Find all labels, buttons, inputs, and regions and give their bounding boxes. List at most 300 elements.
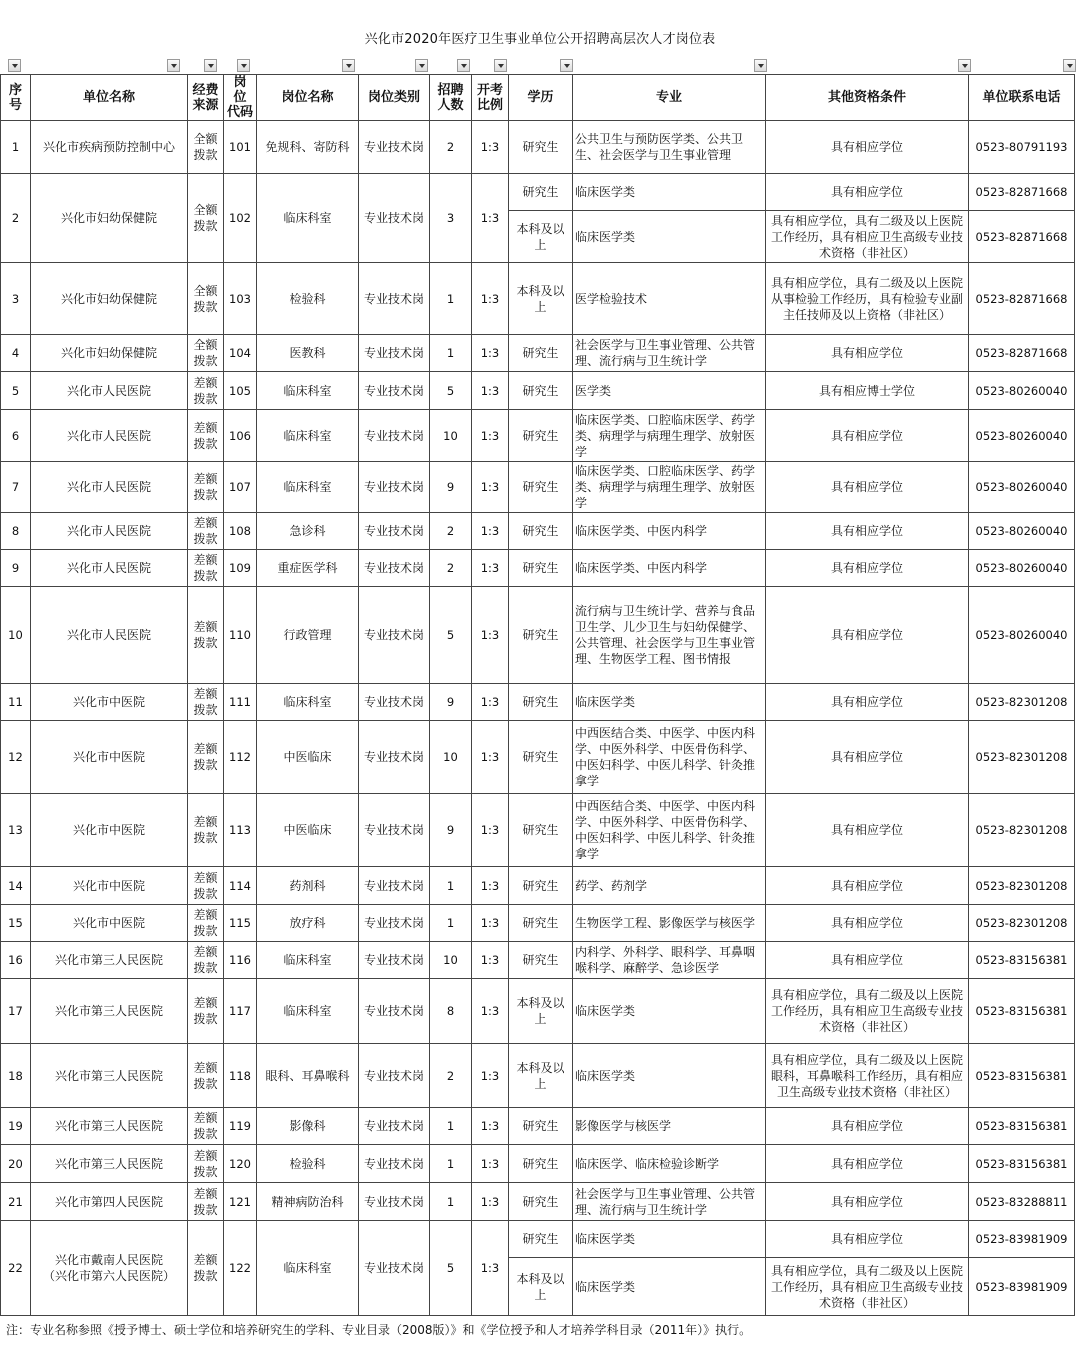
table-row	[1, 513, 1075, 550]
filter-dropdown-icon[interactable]	[237, 59, 250, 72]
table-row	[1, 721, 1075, 794]
post-code: 108	[224, 513, 257, 550]
filter-dropdown-icon[interactable]	[457, 59, 470, 72]
major: 临床医学类、中医内科学	[573, 550, 766, 587]
filter-dropdown-icon[interactable]	[560, 59, 573, 72]
post-code: 120	[224, 1145, 257, 1183]
education: 研究生	[509, 174, 573, 211]
contact-phone: 0523-83156381	[969, 942, 1075, 979]
contact-phone: 0523-82871668	[969, 335, 1075, 372]
row-number: 11	[1, 684, 31, 721]
exam-ratio: 1:3	[472, 550, 509, 587]
education: 研究生	[509, 1183, 573, 1221]
post-category: 专业技术岗	[359, 587, 430, 684]
positions-table	[0, 74, 1075, 1316]
post-code: 101	[224, 121, 257, 174]
hire-count: 3	[430, 174, 472, 263]
other-requirements: 具有相应学位，具有二级及以上医院眼科，耳鼻喉科工作经历，具有相应卫生高级专业技术资格（非社区）	[766, 1044, 969, 1108]
hire-count: 8	[430, 979, 472, 1044]
funding-source: 差额 拨款	[188, 1108, 224, 1145]
other-requirements: 具有相应学位	[766, 684, 969, 721]
unit-name: 兴化市第三人民医院	[31, 1145, 188, 1183]
unit-name: 兴化市第三人民医院	[31, 1044, 188, 1108]
contact-phone: 0523-82301208	[969, 867, 1075, 905]
other-requirements: 具有相应学位	[766, 174, 969, 211]
contact-phone: 0523-83156381	[969, 979, 1075, 1044]
row-number: 5	[1, 372, 31, 410]
major: 公共卫生与预防医学类、公共卫生、社会医学与卫生事业管理	[573, 121, 766, 174]
post-name: 医教科	[257, 335, 359, 372]
education: 研究生	[509, 684, 573, 721]
column-header: 专业	[573, 75, 766, 121]
column-header: 岗 位 代码	[224, 75, 257, 121]
filter-dropdown-icon[interactable]	[167, 59, 180, 72]
funding-source: 差额 拨款	[188, 942, 224, 979]
post-name: 重症医学科	[257, 550, 359, 587]
post-code: 122	[224, 1221, 257, 1316]
other-requirements: 具有相应学位	[766, 410, 969, 462]
filter-dropdown-icon[interactable]	[8, 59, 21, 72]
exam-ratio: 1:3	[472, 794, 509, 867]
hire-count: 5	[430, 1221, 472, 1316]
post-name: 中医临床	[257, 721, 359, 794]
education: 研究生	[509, 335, 573, 372]
unit-name: 兴化市中医院	[31, 684, 188, 721]
post-name: 免规科、寄防科	[257, 121, 359, 174]
other-requirements: 具有相应学位	[766, 335, 969, 372]
unit-name: 兴化市第三人民医院	[31, 1108, 188, 1145]
major: 临床医学类	[573, 174, 766, 211]
major: 临床医学类	[573, 1044, 766, 1108]
column-header: 招聘 人数	[430, 75, 472, 121]
exam-ratio: 1:3	[472, 684, 509, 721]
major: 临床医学类	[573, 979, 766, 1044]
post-category: 专业技术岗	[359, 174, 430, 263]
other-requirements: 具有相应学位	[766, 462, 969, 513]
hire-count: 9	[430, 794, 472, 867]
contact-phone: 0523-83981909	[969, 1258, 1075, 1316]
row-number: 10	[1, 587, 31, 684]
unit-name: 兴化市妇幼保健院	[31, 335, 188, 372]
exam-ratio: 1:3	[472, 121, 509, 174]
funding-source: 全额 拨款	[188, 174, 224, 263]
major: 社会医学与卫生事业管理、公共管理、流行病与卫生统计学	[573, 1183, 766, 1221]
unit-name: 兴化市中医院	[31, 905, 188, 942]
table-row	[1, 335, 1075, 372]
funding-source: 差额 拨款	[188, 550, 224, 587]
post-name: 急诊科	[257, 513, 359, 550]
exam-ratio: 1:3	[472, 462, 509, 513]
funding-source: 差额 拨款	[188, 979, 224, 1044]
funding-source: 差额 拨款	[188, 513, 224, 550]
education: 研究生	[509, 942, 573, 979]
exam-ratio: 1:3	[472, 979, 509, 1044]
post-name: 行政管理	[257, 587, 359, 684]
hire-count: 2	[430, 121, 472, 174]
unit-name: 兴化市中医院	[31, 867, 188, 905]
contact-phone: 0523-83288811	[969, 1183, 1075, 1221]
contact-phone: 0523-82301208	[969, 721, 1075, 794]
unit-name: 兴化市人民医院	[31, 513, 188, 550]
table-row	[1, 462, 1075, 513]
exam-ratio: 1:3	[472, 372, 509, 410]
table-body	[1, 121, 1075, 1316]
table-header	[1, 75, 1075, 121]
post-code: 106	[224, 410, 257, 462]
funding-source: 差额 拨款	[188, 905, 224, 942]
hire-count: 9	[430, 462, 472, 513]
table-row	[1, 1183, 1075, 1221]
filter-dropdown-icon[interactable]	[958, 59, 971, 72]
exam-ratio: 1:3	[472, 1108, 509, 1145]
exam-ratio: 1:3	[472, 1145, 509, 1183]
row-number: 22	[1, 1221, 31, 1316]
other-requirements: 具有相应学位	[766, 1108, 969, 1145]
hire-count: 1	[430, 1183, 472, 1221]
funding-source: 全额 拨款	[188, 263, 224, 335]
exam-ratio: 1:3	[472, 867, 509, 905]
contact-phone: 0523-82301208	[969, 905, 1075, 942]
hire-count: 2	[430, 550, 472, 587]
column-header: 单位联系电话	[969, 75, 1075, 121]
row-number: 17	[1, 979, 31, 1044]
other-requirements: 具有相应学位，具有二级及以上医院从事检验工作经历，具有检验专业副主任技师及以上资格（非社区）	[766, 263, 969, 335]
post-category: 专业技术岗	[359, 1044, 430, 1108]
other-requirements: 具有相应学位	[766, 942, 969, 979]
contact-phone: 0523-80260040	[969, 587, 1075, 684]
table-row	[1, 410, 1075, 462]
funding-source: 差额 拨款	[188, 721, 224, 794]
education: 研究生	[509, 410, 573, 462]
funding-source: 差额 拨款	[188, 1221, 224, 1316]
post-name: 影像科	[257, 1108, 359, 1145]
table-row	[1, 794, 1075, 867]
major: 生物医学工程、影像医学与核医学	[573, 905, 766, 942]
hire-count: 1	[430, 335, 472, 372]
funding-source: 差额 拨款	[188, 794, 224, 867]
post-name: 临床科室	[257, 174, 359, 263]
major: 临床医学类、口腔临床医学、药学类、病理学与病理生理学、放射医学	[573, 462, 766, 513]
post-category: 专业技术岗	[359, 550, 430, 587]
post-category: 专业技术岗	[359, 794, 430, 867]
unit-name: 兴化市中医院	[31, 721, 188, 794]
column-header: 学历	[509, 75, 573, 121]
other-requirements: 具有相应学位	[766, 121, 969, 174]
funding-source: 差额 拨款	[188, 1145, 224, 1183]
major: 临床医学类	[573, 211, 766, 263]
row-number: 7	[1, 462, 31, 513]
contact-phone: 0523-80260040	[969, 372, 1075, 410]
other-requirements: 具有相应学位	[766, 721, 969, 794]
row-number: 6	[1, 410, 31, 462]
contact-phone: 0523-80260040	[969, 513, 1075, 550]
unit-name: 兴化市人民医院	[31, 550, 188, 587]
exam-ratio: 1:3	[472, 1044, 509, 1108]
post-category: 专业技术岗	[359, 905, 430, 942]
post-code: 104	[224, 335, 257, 372]
post-name: 放疗科	[257, 905, 359, 942]
funding-source: 差额 拨款	[188, 1183, 224, 1221]
contact-phone: 0523-80791193	[969, 121, 1075, 174]
post-code: 117	[224, 979, 257, 1044]
hire-count: 10	[430, 410, 472, 462]
page-title: 兴化市2020年医疗卫生事业单位公开招聘高层次人才岗位表	[364, 32, 716, 47]
post-name: 检验科	[257, 1145, 359, 1183]
post-code: 107	[224, 462, 257, 513]
major: 药学、药剂学	[573, 867, 766, 905]
filter-dropdown-icon[interactable]	[1063, 59, 1076, 72]
exam-ratio: 1:3	[472, 174, 509, 263]
unit-name: 兴化市人民医院	[31, 410, 188, 462]
major: 中西医结合类、中医学、中医内科学、中医外科学、中医骨伤科学、中医妇科学、中医儿科学、针灸推拿学	[573, 721, 766, 794]
other-requirements: 具有相应学位，具有二级及以上医院工作经历，具有相应卫生高级专业技术资格（非社区）	[766, 211, 969, 263]
major: 临床医学类、口腔临床医学、药学类、病理学与病理生理学、放射医学	[573, 410, 766, 462]
post-category: 专业技术岗	[359, 1221, 430, 1316]
column-header: 开考 比例	[472, 75, 509, 121]
post-category: 专业技术岗	[359, 513, 430, 550]
major: 临床医学、临床检验诊断学	[573, 1145, 766, 1183]
table-row	[1, 372, 1075, 410]
post-code: 105	[224, 372, 257, 410]
row-number: 8	[1, 513, 31, 550]
unit-name: 兴化市第三人民医院	[31, 942, 188, 979]
row-number: 15	[1, 905, 31, 942]
filter-dropdown-icon[interactable]	[342, 59, 355, 72]
hire-count: 10	[430, 721, 472, 794]
funding-source: 差额 拨款	[188, 684, 224, 721]
exam-ratio: 1:3	[472, 1221, 509, 1316]
column-header: 岗位名称	[257, 75, 359, 121]
post-category: 专业技术岗	[359, 1108, 430, 1145]
table-row	[1, 550, 1075, 587]
row-number: 1	[1, 121, 31, 174]
contact-phone: 0523-83156381	[969, 1145, 1075, 1183]
education: 研究生	[509, 867, 573, 905]
major: 临床医学类	[573, 1258, 766, 1316]
post-code: 112	[224, 721, 257, 794]
education: 研究生	[509, 372, 573, 410]
hire-count: 1	[430, 1108, 472, 1145]
filter-row	[0, 58, 1080, 74]
contact-phone: 0523-80260040	[969, 550, 1075, 587]
row-number: 21	[1, 1183, 31, 1221]
post-category: 专业技术岗	[359, 121, 430, 174]
contact-phone: 0523-83156381	[969, 1044, 1075, 1108]
post-category: 专业技术岗	[359, 462, 430, 513]
post-category: 专业技术岗	[359, 867, 430, 905]
major: 社会医学与卫生事业管理、公共管理、流行病与卫生统计学	[573, 335, 766, 372]
unit-name: 兴化市第四人民医院	[31, 1183, 188, 1221]
post-category: 专业技术岗	[359, 335, 430, 372]
post-name: 精神病防治科	[257, 1183, 359, 1221]
contact-phone: 0523-82871668	[969, 174, 1075, 211]
post-category: 专业技术岗	[359, 372, 430, 410]
post-name: 临床科室	[257, 462, 359, 513]
row-number: 9	[1, 550, 31, 587]
hire-count: 10	[430, 942, 472, 979]
filter-dropdown-icon[interactable]	[415, 59, 428, 72]
funding-source: 全额 拨款	[188, 121, 224, 174]
major: 医学检验技术	[573, 263, 766, 335]
other-requirements: 具有相应学位	[766, 1183, 969, 1221]
post-code: 113	[224, 794, 257, 867]
education: 本科及以上	[509, 979, 573, 1044]
funding-source: 差额 拨款	[188, 587, 224, 684]
exam-ratio: 1:3	[472, 410, 509, 462]
major: 临床医学类	[573, 1221, 766, 1258]
post-name: 临床科室	[257, 1221, 359, 1316]
unit-name: 兴化市人民医院	[31, 587, 188, 684]
column-header: 单位名称	[31, 75, 188, 121]
row-number: 3	[1, 263, 31, 335]
post-name: 药剂科	[257, 867, 359, 905]
post-name: 临床科室	[257, 410, 359, 462]
funding-source: 差额 拨款	[188, 410, 224, 462]
funding-source: 差额 拨款	[188, 867, 224, 905]
funding-source: 全额 拨款	[188, 335, 224, 372]
post-name: 临床科室	[257, 942, 359, 979]
contact-phone: 0523-82301208	[969, 684, 1075, 721]
post-code: 109	[224, 550, 257, 587]
education: 研究生	[509, 513, 573, 550]
other-requirements: 具有相应学位	[766, 794, 969, 867]
hire-count: 5	[430, 372, 472, 410]
post-category: 专业技术岗	[359, 979, 430, 1044]
post-code: 119	[224, 1108, 257, 1145]
filter-dropdown-icon[interactable]	[204, 59, 217, 72]
row-number: 4	[1, 335, 31, 372]
post-name: 临床科室	[257, 372, 359, 410]
exam-ratio: 1:3	[472, 587, 509, 684]
education: 研究生	[509, 462, 573, 513]
major: 内科学、外科学、眼科学、耳鼻咽喉科学、麻醉学、急诊医学	[573, 942, 766, 979]
post-code: 114	[224, 867, 257, 905]
unit-name: 兴化市疾病预防控制中心	[31, 121, 188, 174]
education: 研究生	[509, 121, 573, 174]
other-requirements: 具有相应学位	[766, 513, 969, 550]
education: 本科及以上	[509, 1258, 573, 1316]
table-row	[1, 121, 1075, 174]
contact-phone: 0523-80260040	[969, 410, 1075, 462]
exam-ratio: 1:3	[472, 905, 509, 942]
exam-ratio: 1:3	[472, 721, 509, 794]
education: 本科及以上	[509, 211, 573, 263]
funding-source: 差额 拨款	[188, 462, 224, 513]
filter-dropdown-icon[interactable]	[494, 59, 507, 72]
major: 流行病与卫生统计学、营养与食品卫生学、儿少卫生与妇幼保健学、公共管理、社会医学与卫生事业管理、生物医学工程、图书情报	[573, 587, 766, 684]
footnote: 注：专业名称参照《授予博士、硕士学位和培养研究生的学科、专业目录（2008版）》和《学位授予和人才培养学科目录（2011年）》执行。	[6, 1323, 752, 1337]
hire-count: 2	[430, 1044, 472, 1108]
hire-count: 1	[430, 867, 472, 905]
contact-phone: 0523-80260040	[969, 462, 1075, 513]
hire-count: 5	[430, 587, 472, 684]
table-row	[1, 942, 1075, 979]
education: 本科及以上	[509, 1044, 573, 1108]
exam-ratio: 1:3	[472, 263, 509, 335]
post-name: 眼科、耳鼻喉科	[257, 1044, 359, 1108]
unit-name: 兴化市妇幼保健院	[31, 263, 188, 335]
table-row	[1, 263, 1075, 335]
education: 研究生	[509, 587, 573, 684]
exam-ratio: 1:3	[472, 942, 509, 979]
row-number: 14	[1, 867, 31, 905]
row-number: 16	[1, 942, 31, 979]
table-row	[1, 905, 1075, 942]
hire-count: 1	[430, 905, 472, 942]
other-requirements: 具有相应学位	[766, 867, 969, 905]
hire-count: 9	[430, 684, 472, 721]
funding-source: 差额 拨款	[188, 372, 224, 410]
major: 中西医结合类、中医学、中医内科学、中医外科学、中医骨伤科学、中医妇科学、中医儿科学、针灸推拿学	[573, 794, 766, 867]
row-number: 12	[1, 721, 31, 794]
education: 研究生	[509, 1145, 573, 1183]
post-code: 102	[224, 174, 257, 263]
education: 研究生	[509, 1221, 573, 1258]
column-header: 经费 来源	[188, 75, 224, 121]
contact-phone: 0523-83156381	[969, 1108, 1075, 1145]
table-row	[1, 979, 1075, 1044]
post-category: 专业技术岗	[359, 942, 430, 979]
contact-phone: 0523-82301208	[969, 794, 1075, 867]
unit-name: 兴化市第三人民医院	[31, 979, 188, 1044]
education: 研究生	[509, 721, 573, 794]
column-header: 其他资格条件	[766, 75, 969, 121]
other-requirements: 具有相应博士学位	[766, 372, 969, 410]
education: 研究生	[509, 905, 573, 942]
post-name: 检验科	[257, 263, 359, 335]
major: 医学类	[573, 372, 766, 410]
row-number: 18	[1, 1044, 31, 1108]
other-requirements: 具有相应学位	[766, 587, 969, 684]
filter-dropdown-icon[interactable]	[754, 59, 767, 72]
other-requirements: 具有相应学位	[766, 1145, 969, 1183]
exam-ratio: 1:3	[472, 335, 509, 372]
column-header: 岗位类别	[359, 75, 430, 121]
post-code: 115	[224, 905, 257, 942]
post-code: 111	[224, 684, 257, 721]
post-category: 专业技术岗	[359, 1145, 430, 1183]
table-row	[1, 867, 1075, 905]
unit-name: 兴化市人民医院	[31, 372, 188, 410]
post-code: 116	[224, 942, 257, 979]
column-header: 序 号	[1, 75, 31, 121]
post-category: 专业技术岗	[359, 684, 430, 721]
major: 影像医学与核医学	[573, 1108, 766, 1145]
funding-source: 差额 拨款	[188, 1044, 224, 1108]
unit-name: 兴化市戴南人民医院 （兴化市第六人民医院）	[31, 1221, 188, 1316]
education: 研究生	[509, 794, 573, 867]
post-code: 121	[224, 1183, 257, 1221]
unit-name: 兴化市人民医院	[31, 462, 188, 513]
contact-phone: 0523-82871668	[969, 211, 1075, 263]
post-name: 临床科室	[257, 979, 359, 1044]
other-requirements: 具有相应学位，具有二级及以上医院工作经历，具有相应卫生高级专业技术资格（非社区）	[766, 979, 969, 1044]
other-requirements: 具有相应学位，具有二级及以上医院工作经历，具有相应卫生高级专业技术资格（非社区）	[766, 1258, 969, 1316]
education: 研究生	[509, 1108, 573, 1145]
unit-name: 兴化市妇幼保健院	[31, 174, 188, 263]
hire-count: 1	[430, 1145, 472, 1183]
table-row	[1, 1108, 1075, 1145]
post-name: 中医临床	[257, 794, 359, 867]
post-category: 专业技术岗	[359, 1183, 430, 1221]
other-requirements: 具有相应学位	[766, 905, 969, 942]
hire-count: 1	[430, 263, 472, 335]
post-category: 专业技术岗	[359, 263, 430, 335]
unit-name: 兴化市中医院	[31, 794, 188, 867]
major: 临床医学类	[573, 684, 766, 721]
exam-ratio: 1:3	[472, 513, 509, 550]
table-row	[1, 587, 1075, 684]
